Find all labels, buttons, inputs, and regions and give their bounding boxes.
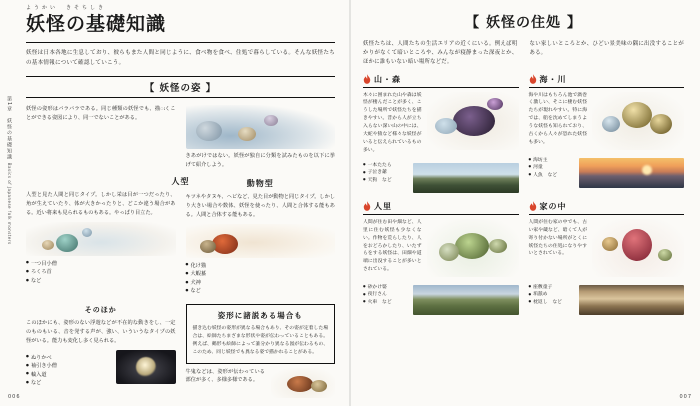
other-and-note (26, 299, 335, 398)
animal-type-text: キツネやタヌキ、ヘビなど、見た目が動物と同じタイプ。しかしり大きい場合や数体、妖怪を使ったり、人間と合体する能もある。人間と合体する能もある。 (185, 194, 335, 218)
card-text: 人間が住む家の中でも、古い家や蔵など、暗くて人が寄り付かない場所がとくに妖怪たちの住処になりやすいとされている。 (528, 219, 587, 257)
list-item: ● など (26, 277, 176, 286)
card-title: 家の中 (539, 201, 567, 211)
card-examples (363, 162, 407, 185)
list-item: ● ろくろ首 (26, 268, 176, 277)
ushioni-illustration (271, 368, 335, 398)
habitat-lead-columns (363, 40, 684, 68)
human-type-examples (26, 260, 176, 286)
habitat-card-sea[interactable] (529, 74, 685, 193)
habitat-lead-col1 (363, 40, 518, 68)
running-head-subtitle: Basics of Japanese folk monsters (7, 162, 12, 245)
card-body (363, 92, 519, 155)
habitat-cards (363, 74, 684, 315)
list-item: ● 河童 (529, 164, 573, 172)
list-item: ● 袖引き小僧 (26, 362, 110, 371)
note-block (186, 299, 336, 398)
page-title-ruby: ようかい きそちしき (26, 5, 107, 11)
other-type-examples (26, 354, 110, 388)
flame-icon (363, 74, 371, 84)
card-body (529, 219, 685, 277)
subheading-other-type: そのほか (84, 305, 117, 314)
card-text: 木々に囲まれた山や森は妖怪が棲んだことが多く、こうした場所で妖怪たちを描きやすい。昔から人が立ち入らない深い山の中には、大蛇や猿など様々な妖怪がいると伝えられているもの多い。 (363, 92, 422, 153)
list-item: ● 座敷童子 (529, 284, 573, 292)
section-heading-appearance: 【 妖怪の姿 】 (26, 76, 335, 98)
habitat-lead-2: ない家しいところとか、ひどい景美味の隅に出没することがある。 (529, 41, 684, 57)
card-bottom (363, 281, 519, 315)
list-item: ● 天狗 など (363, 177, 407, 185)
house-yokai-illustration (592, 219, 684, 277)
card-body (529, 92, 685, 150)
animal-type-examples (186, 262, 336, 296)
card-text: 海や川はもちろん池で渦巻く激しい、そこに棲む妖怪たちが現れやすい。特に海では、船を沈めてしまうような妖怪も知られており、古くから人々が恐れた妖怪も多い。 (528, 92, 587, 145)
list-item: ● 一つ目小僧 (26, 260, 176, 269)
list-item: ● 大蝦蟇 (186, 270, 336, 279)
village-yokai-illustration (427, 219, 519, 277)
sea-photo (579, 158, 685, 188)
note-illustration-row (186, 368, 336, 398)
list-item: ● 火車 など (363, 299, 407, 307)
list-item: ● ぬりかべ (26, 354, 110, 363)
human-type-block (26, 191, 176, 296)
card-heading (363, 74, 519, 88)
card-body (363, 219, 519, 277)
list-item: ● 砂かけ婆 (363, 284, 407, 292)
mountain-yokai-illustration (427, 92, 519, 150)
animal-type-block (185, 179, 336, 296)
note-box (186, 304, 336, 364)
page-title-text: 妖怪の基礎知識 (26, 13, 167, 35)
card-examples (529, 284, 573, 307)
card-heading (529, 201, 685, 215)
note-text: 描き込む妖怪の姿形が異なる場合もあり、その姿が定着した場合は、絵師たちまざまな形状や姿が伝わっていることもある。例えば、鵺形も絵師によって誰分かり異なる図が伝わるもの、このため、同じ妖怪でも異なる姿で描かれることがある。 (192, 325, 328, 356)
subheading-animal-type: 動物型 (246, 179, 274, 189)
mountain-photo (413, 163, 519, 193)
running-head-title: 第1章 妖怪の基礎知識 (6, 96, 12, 161)
flame-icon (529, 201, 537, 211)
list-item: ● 人魚 など (529, 172, 573, 180)
list-item: ● 一本たたら (363, 162, 407, 170)
card-heading (529, 74, 685, 88)
other-type-block (26, 299, 176, 398)
type-columns (26, 179, 335, 296)
note-title: 姿形に諸説ある場合も (217, 310, 303, 320)
list-item: ● 子泣き爺 (363, 169, 407, 177)
list-item: ● 海坊主 (529, 157, 573, 165)
card-examples (529, 157, 573, 180)
list-item: ● 化け猫 (186, 262, 336, 271)
other-type-text: このほかにも、姿形のない浮遊などが不在的な動きをし、一定のものもいる、音を発する声が、強い、いういうなタイプの妖怪がいる。能力も変化し多く見られる。 (26, 319, 176, 344)
intro-text-left: 妖怪の姿形はバラバラである。同じ種類の妖怪でも、描းくことができる姿図により、同一でないことがある。 (26, 106, 176, 122)
animal-yokai-illustration (186, 224, 336, 258)
intro-col-right (186, 105, 336, 170)
habitat-card-house[interactable] (529, 201, 685, 315)
human-yokai-illustration (26, 222, 176, 256)
card-title: 海・川 (539, 74, 567, 84)
other-yokai-illustration (116, 350, 176, 384)
list-item: ● 犬神 (186, 279, 336, 288)
lead-paragraph: 妖怪は日本各地に生息しており、彼らもまた人間と同じように、食べ物を食べ、住処で暮らしている。そんな妖怪たちの基本情報について確認していこう。 (26, 49, 335, 66)
title-divider (26, 42, 335, 43)
subheading-human-type: 人型 (171, 177, 190, 187)
intro-columns (26, 105, 335, 170)
flame-icon (529, 74, 537, 84)
list-item: ● 輪入道 (26, 371, 110, 380)
habitat-lead-col2 (530, 40, 685, 68)
list-item: ● など (186, 287, 336, 296)
card-bottom (529, 281, 685, 315)
section-heading-habitat: 【 妖怪の住処 】 (465, 15, 582, 31)
running-head-vertical (5, 96, 12, 246)
page-title (26, 5, 335, 35)
yokai-illustration (186, 105, 336, 149)
card-title: 人里 (374, 201, 392, 211)
card-text: 人間が住む田や畑など、人里に住む妖怪も少なくない。作物を荒らしたり、人をおどろかしたり、いたずらをする妖怪は、田畑や道端に出没することが多いとされている。 (363, 219, 422, 273)
page-number-right: 007 (679, 394, 692, 400)
human-type-text: 人型と見た人間と同じタイプ。しかし栄は目が一つだったり、角が生えていたり、体が大きかったりと、どこか違う場合がある。近い将来も見られるものもある。やっぱり目立た。 (26, 192, 176, 216)
habitat-card-village[interactable] (363, 201, 519, 315)
card-examples (363, 284, 407, 307)
list-item: ● 夜行さん (363, 291, 407, 299)
page-number-left: 006 (8, 394, 21, 400)
list-item: ● 枕返し など (529, 299, 573, 307)
card-bottom (363, 159, 519, 193)
list-item: ● 垢舐め (529, 291, 573, 299)
other-type-bottom (26, 350, 176, 388)
sea-yokai-illustration (592, 92, 684, 150)
right-page (349, 0, 700, 406)
left-page (0, 0, 349, 406)
field-photo (413, 285, 519, 315)
intro-col-left (26, 105, 176, 170)
card-heading (363, 201, 519, 215)
flame-icon (363, 201, 371, 211)
intro-text-right: きあがけではない。妖怪が独自に分類を試みたものを以下に挙げて紹介しよう。 (185, 153, 335, 169)
sun-glow (642, 165, 652, 175)
note-caption: 牛鬼などは、姿形が伝わっている部位が多く、多様多様である。 (185, 368, 265, 384)
room-photo (579, 285, 685, 315)
habitat-card-mountain[interactable] (363, 74, 519, 193)
list-item: ● など (26, 379, 110, 388)
card-title: 山・森 (374, 74, 401, 84)
card-bottom (529, 154, 685, 188)
habitat-lead-1: 妖怪たちは、人間たちの生活エリアの近くにいる。例えば明かりがなくて暗いところや、みんなが寝静まった深夜とか、ほかに誰もいない暗い場所などだ。 (363, 41, 518, 66)
